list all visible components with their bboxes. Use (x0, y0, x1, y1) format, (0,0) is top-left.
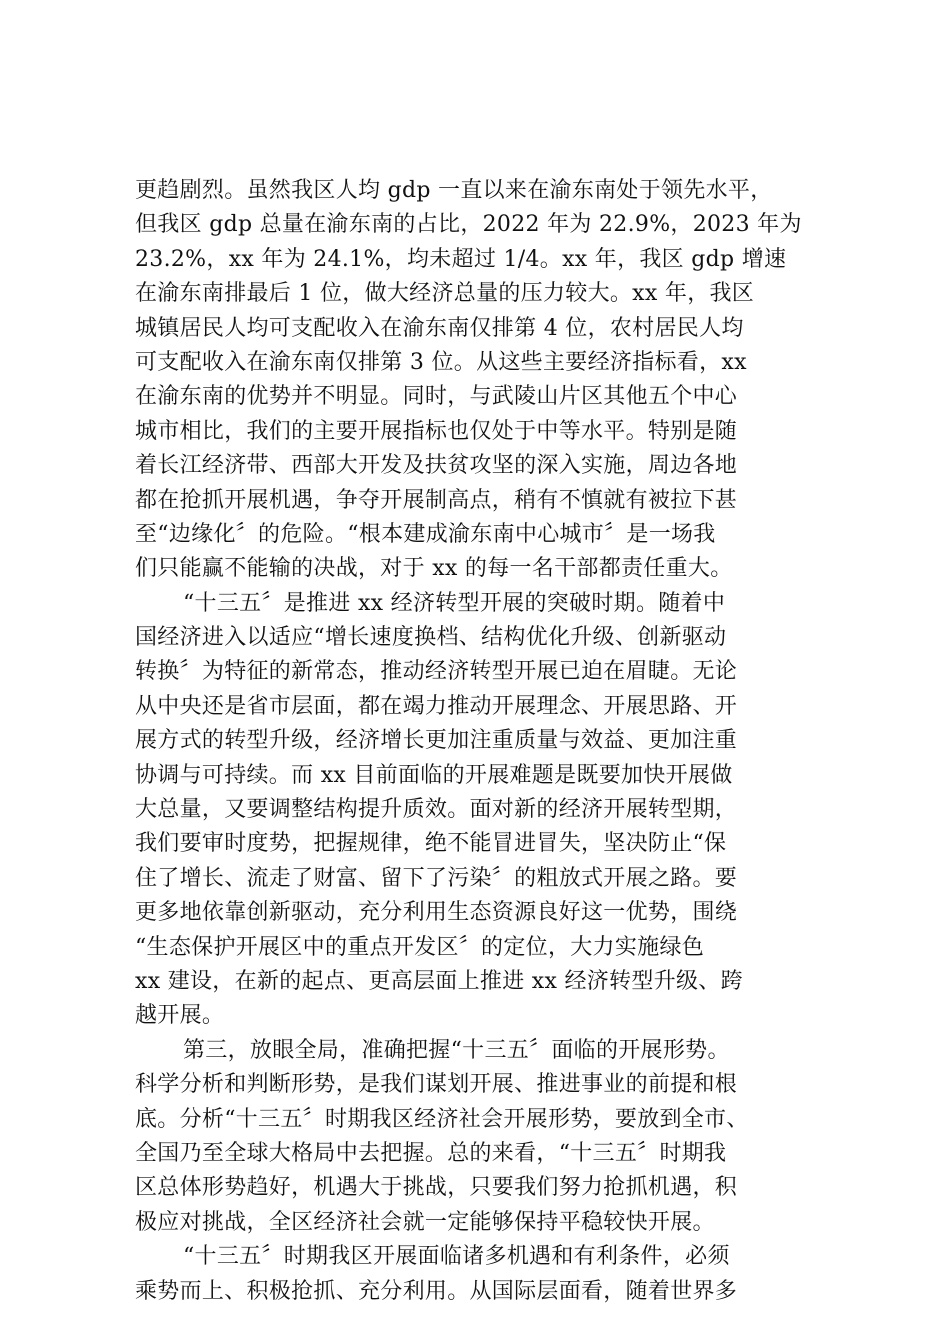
text-line: 底。分析“十三五〞时期我区经济社会开展形势，要放到全市、 (135, 1106, 749, 1132)
text-line: 城镇居民人均可支配收入在渝东南仅排第 4 位，农村居民人均 (135, 315, 744, 341)
text-line: 全国乃至全球大格局中去把握。总的来看，“十三五〞时期我 (135, 1140, 727, 1166)
text-line: 科学分析和判断形势，是我们谋划开展、推进事业的前提和根 (135, 1072, 738, 1098)
text-line: 都在抢抓开展机遇，争夺开展制高点，稍有不慎就有被拉下甚 (135, 487, 738, 513)
text-line: 至“边缘化〞的危险。“根本建成渝东南中心城市〞是一场我 (135, 521, 716, 547)
text-line: 更多地依靠创新驱动，充分利用生态资源良好这一优势，围绕 (135, 900, 738, 926)
paragraph-first-line: “十三五〞时期我区开展面临诸多机遇和有利条件，必须 (183, 1244, 730, 1270)
text-line: 城市相比，我们的主要开展指标也仅处于中等水平。特别是随 (135, 418, 738, 444)
text-line: 乘势而上、积极抢抓、充分利用。从国际层面看，随着世界多 (135, 1278, 738, 1304)
text-line: 我们要审时度势，把握规律，绝不能冒进冒失，坚决防止“保 (135, 831, 727, 857)
text-line: 23.2%，xx 年为 24.1%，均未超过 1/4。xx 年，我区 gdp 增速 (135, 246, 787, 272)
text-line: 国经济进入以适应“增长速度换档、结构优化升级、创新驱动 (135, 625, 727, 651)
body-text (135, 174, 835, 1309)
text-line: 着长江经济带、西部大开发及扶贫攻坚的深入实施，周边各地 (135, 453, 738, 479)
text-line: “生态保护开展区中的重点开发区〞的定位，大力实施绿色 (135, 934, 705, 960)
text-line: 在渝东南的优势并不明显。同时，与武陵山片区其他五个中心 (135, 384, 738, 410)
text-line: 更趋剧烈。虽然我区人均 gdp 一直以来在渝东南处于领先水平， (135, 178, 773, 203)
text-line: 转换〞为特征的新常态，推动经济转型开展已迫在眉睫。无论 (135, 659, 738, 685)
text-line: 区总体形势趋好，机遇大于挑战，只要我们努力抢抓机遇，积 (135, 1175, 738, 1201)
text-line: 协调与可持续。而 xx 目前面临的开展难题是既要加快开展做 (135, 762, 733, 788)
text-line: 大总量，又要调整结构提升质效。面对新的经济开展转型期， (135, 797, 738, 823)
text-line: 极应对挑战，全区经济社会就一定能够保持平稳较快开展。 (135, 1209, 715, 1235)
text-line: 可支配收入在渝东南仅排第 3 位。从这些主要经济指标看，xx (135, 349, 747, 375)
paragraph-first-line: 第三，放眼全局，准确把握“十三五〞面临的开展形势。 (183, 1037, 730, 1063)
paragraph-first-line: “十三五〞是推进 xx 经济转型开展的突破时期。随着中 (183, 590, 726, 616)
text-line: 们只能赢不能输的决战，对于 xx 的每一名干部都责任重大。 (135, 556, 733, 582)
text-line: 在渝东南排最后 1 位，做大经济总量的压力较大。xx 年，我区 (135, 281, 755, 307)
text-line: 但我区 gdp 总量在渝东南的占比，2022 年为 22.9%，2023 年为 (135, 212, 802, 238)
text-line: xx 建设，在新的起点、更高层面上推进 xx 经济转型升级、跨 (135, 968, 743, 994)
text-line: 越开展。 (135, 1003, 225, 1029)
text-line: 展方式的转型升级，经济增长更加注重质量与效益、更加注重 (135, 728, 738, 754)
text-line: 从中央还是省市层面，都在竭力推动开展理念、开展思路、开 (135, 693, 738, 719)
text-line: 住了增长、流走了财富、留下了污染〞的粗放式开展之路。要 (135, 865, 738, 891)
